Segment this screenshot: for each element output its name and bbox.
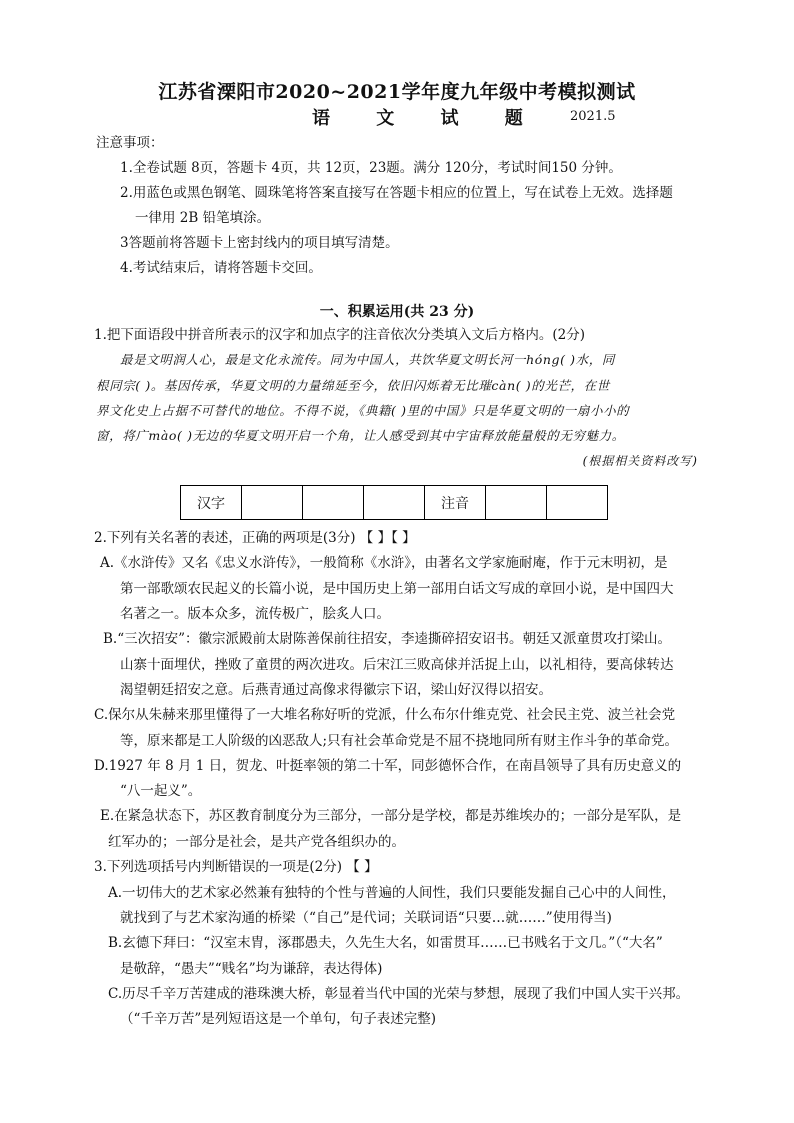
option-line: 名著之一。版本众多，流传极广，脍炙人口。 [120,606,390,622]
question-3-prompt: 3.下列选项括号内判断错误的一项是(2分) 【 】 [94,859,378,875]
subject-title: 语 文 试 题 [312,108,543,129]
answer-cell[interactable] [486,486,547,520]
answer-cell[interactable] [364,486,425,520]
passage-line: 窗，将广mào( )无边的华夏文明开启一个角，让人感受到其中宇宙释放能量般的无穷魅力。 [96,428,625,443]
answer-label-hanzi: 汉字 [181,486,242,520]
notice-item: 一律用 2B 铅笔填涂。 [135,210,271,226]
option-line: B.玄德下拜曰：“汉室末胄，涿郡愚夫，久先生大名，如雷贯耳……已书贱名于文几。”（“大名” [108,935,663,951]
option-line: 等，原来都是工人阶级的凶恶敌人;只有社会革命党是不屈不挠地同所有财主作斗争的革命党。 [120,733,679,749]
option-line: 第一部歌颂农民起义的长篇小说，是中国历史上第一部用白话文写成的章回小说，是中国四大 [120,581,674,597]
exam-date: 2021.5 [570,109,616,124]
notice-item: 2.用蓝色或黑色钢笔、圆珠笔将答案直接写在答题卡相应的位置上，写在试卷上无效。选择题 [120,185,673,201]
passage-line: 最是文明润人心，最是文化永流传。同为中国人，共饮华夏文明长河一hóng( )水，同 [120,352,615,367]
option-line: 是敬辞，“愚夫”“贱名”均为谦辞，表达得体) [120,961,383,977]
option-line: （“千辛万苦”是列短语这是一个单句，句子表述完整) [120,1011,437,1027]
option-line: E.在紧急状态下，苏区教育制度分为三部分，一部分是学校，都是苏维埃办的；一部分是军队，是 [100,808,682,824]
answer-label-zhuyin: 注音 [425,486,486,520]
option-line: 红军办的；一部分是社会，是共产党各组织办的。 [108,834,405,850]
option-line: 渴望朝廷招安之意。后燕青通过高像求得徽宗下诏，梁山好汉得以招安。 [120,682,552,698]
section-title: 一、积累运用(共 23 分) [319,304,475,320]
option-line: A.一切伟大的艺术家必然兼有独特的个性与普遍的人间性，我们只要能发掘自己心中的人间性， [108,885,676,901]
notice-item: 1.全卷试题 8页，答题卡 4页，共 12页，23题。满分 120分，考试时间150 分钟。 [120,160,622,176]
answer-cell[interactable] [303,486,364,520]
answer-cell[interactable] [547,486,608,520]
option-line: 就找到了与艺术家沟通的桥梁（“自己”是代词；关联词语“只要…就……”使用得当) [120,910,612,926]
passage-line: 界文化史上占据不可替代的地位。不得不说，《典籍( )里的中国》只是华夏文明的一扇小小的 [96,403,630,418]
question-2-prompt: 2.下列有关名著的表述，正确的两项是(3分) 【 】【 】 [94,530,416,546]
notice-item: 4.考试结束后，请将答题卡交回。 [120,260,322,276]
option-line: 山寨十面埋伏，挫败了童贯的两次进攻。后宋江三败高俅并活捉上山，以礼相待，要高俅转达 [120,657,674,673]
option-line: A.《水浒传》又名《忠义水浒传》，一般简称《水浒》，由著名文学家施耐庵，作于元末明初，是 [100,555,668,571]
passage-source: (根据相关资料改写) [582,454,698,468]
option-line: C.历尽千辛万苦建成的港珠澳大桥，彰显着当代中国的光荣与梦想，展现了我们中国人实干兴邦。 [108,986,690,1002]
page-title: 江苏省溧阳市2020~2021学年度九年级中考模拟测试 [158,81,636,103]
notice-item: 3答题前将答题卡上密封线内的项目填写清楚。 [120,235,399,251]
answer-cell[interactable] [242,486,303,520]
option-line: “八一起义”。 [120,783,202,799]
option-line: D.1927 年 8 月 1 日，贺龙、叶挺率领的第二十军，同彭德怀合作，在南昌领导了具有历史意义的 [94,758,682,774]
option-line: C.保尔从朱赫来那里懂得了一大堆名称好听的党派，什么布尔什维克党、社会民主党、波兰社会党 [94,707,676,723]
notice-heading: 注意事项： [96,135,164,151]
question-1-prompt: 1.把下面语段中拼音所表示的汉字和加点字的注音依次分类填入文后方格内。(2分) [94,327,586,343]
answer-table [180,485,608,520]
option-line: B.“三次招安”：徽宗派殿前太尉陈善保前往招安，李逵撕碎招安诏书。朝廷又派童贯攻打梁山。 [103,631,672,647]
passage-line: 根同宗( )。基因传承，华夏文明的力量绵延至今，依旧闪烁着无比璀càn( )的光芒，在世 [96,378,610,393]
